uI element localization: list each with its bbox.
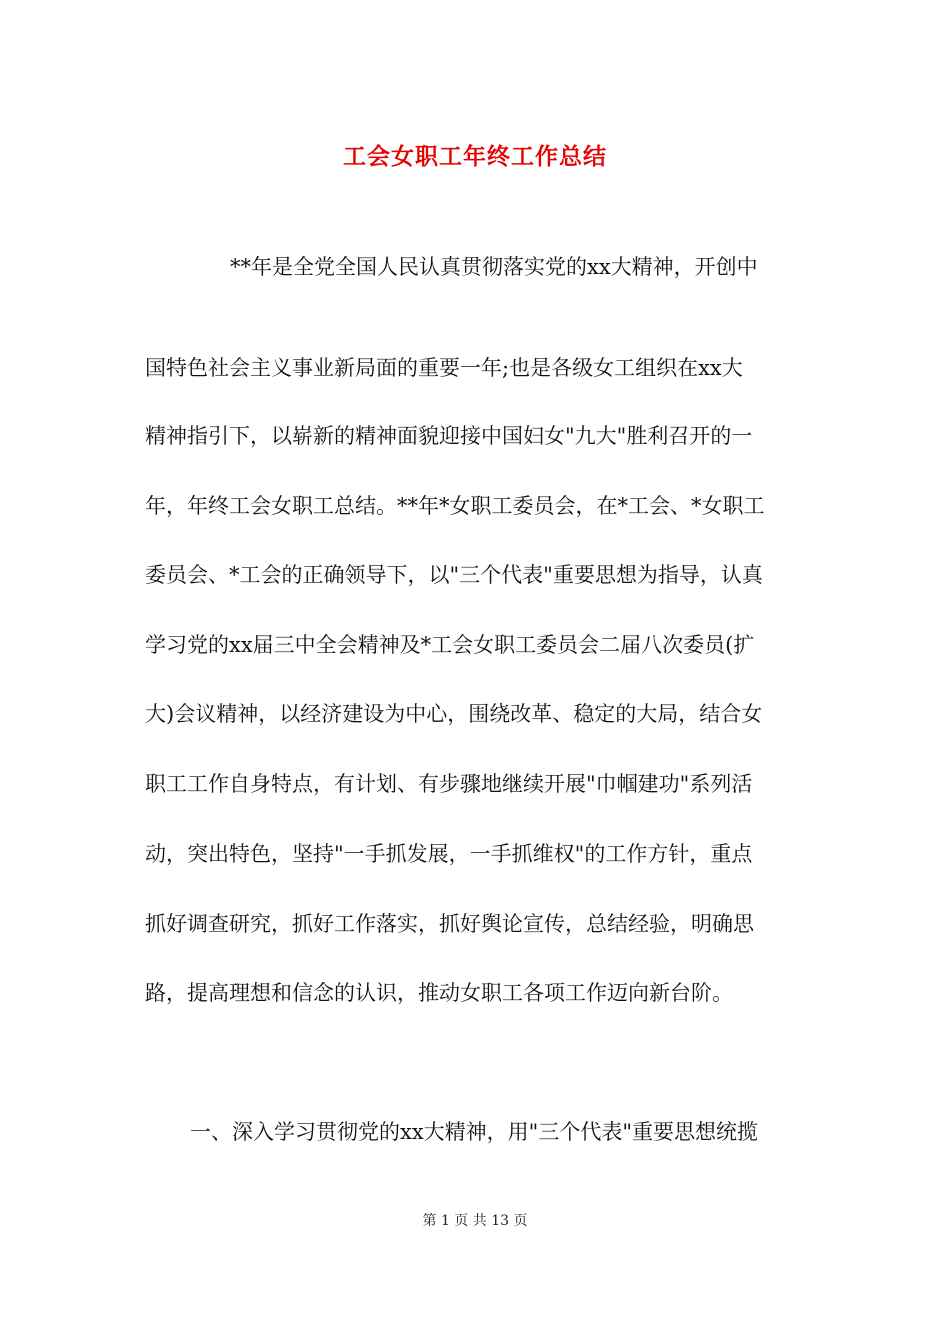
paragraph-line: 国特色社会主义事业新局面的重要一年;也是各级女工组织在xx大 — [145, 356, 743, 380]
paragraph-line: 学习党的xx届三中全会精神及*工会女职工委员会二届八次委员(扩 — [145, 633, 755, 657]
paragraph-line: 委员会、*工会的正确领导下，以"三个代表"重要思想为指导，认真 — [145, 563, 763, 587]
paragraph-line: **年是全党全国人民认真贯彻落实党的xx大精神，开创中 — [230, 255, 758, 279]
document-title: 工会女职工年终工作总结 — [343, 143, 607, 170]
section-heading-line: 一、深入学习贯彻党的xx大精神，用"三个代表"重要思想统揽 — [190, 1120, 759, 1144]
paragraph-line: 大)会议精神，以经济建设为中心，围绕改革、稳定的大局，结合女 — [145, 702, 763, 726]
paragraph-line: 年，年终工会女职工总结。**年*女职工委员会，在*工会、*女职工 — [145, 494, 765, 518]
paragraph-line: 动，突出特色，坚持"一手抓发展，一手抓维权"的工作方针，重点 — [145, 842, 753, 866]
paragraph-line: 抓好调查研究，抓好工作落实，抓好舆论宣传，总结经验，明确思 — [145, 912, 754, 936]
paragraph-line: 精神指引下，以崭新的精神面貌迎接中国妇女"九大"胜利召开的一 — [145, 424, 753, 448]
page-number-footer: 第 1 页 共 13 页 — [422, 1213, 528, 1229]
paragraph-line: 路，提高理想和信念的认识，推动女职工各项工作迈向新台阶。 — [145, 981, 733, 1005]
paragraph-line: 职工工作自身特点，有计划、有步骤地继续开展"巾帼建功"系列活 — [145, 772, 753, 796]
